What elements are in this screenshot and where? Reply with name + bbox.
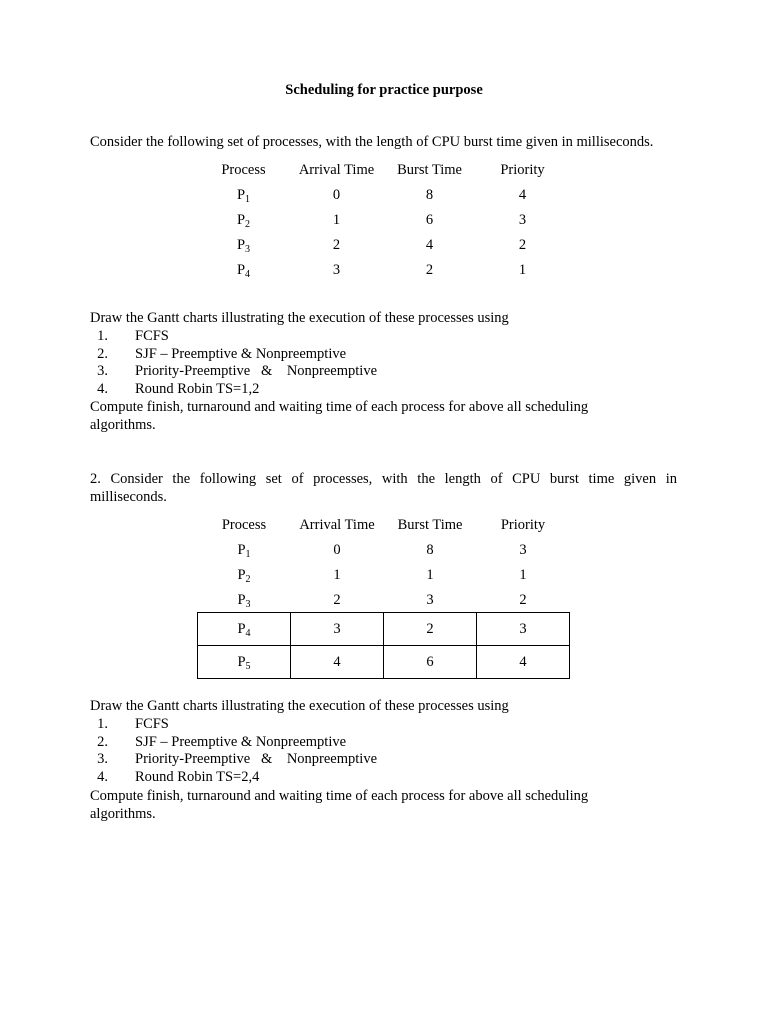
process-name: $P_2$ — [237, 566, 251, 585]
list-item: 1. FCFS — [97, 716, 169, 732]
process-name: $P_4$ — [198, 613, 291, 646]
q1-header-row — [197, 157, 569, 182]
arrival-time: 0 — [332, 186, 341, 203]
arrival-time: 2 — [333, 591, 341, 608]
table-row — [198, 562, 570, 587]
burst-time: 2 — [384, 613, 477, 646]
process-name: $P_5$ — [198, 646, 291, 679]
list-item: 3. Priority-Preemptive & Nonpreemptive — [97, 751, 378, 768]
process-name: $P_2$ — [236, 211, 251, 230]
arrival-time: 3 — [291, 613, 384, 646]
q2-header-burst: Burst Time — [397, 516, 463, 533]
priority: 3 — [519, 541, 527, 558]
table-row — [198, 587, 570, 613]
q2-intro-line1: 2. Consider the following set of processes, with the length of CPU burst time given in — [90, 471, 677, 487]
burst-time: 2 — [425, 261, 434, 278]
table-row — [197, 207, 569, 232]
table-row — [198, 646, 570, 679]
process-name: $P_3$ — [237, 591, 251, 610]
arrival-time: 4 — [291, 646, 384, 679]
list-item: 4. Round Robin TS=2,4 — [97, 769, 260, 786]
burst-time: 4 — [425, 236, 434, 253]
burst-time: 6 — [384, 646, 477, 679]
q1-compute: Compute finish, turnaround and waiting time of each process for above all scheduling algorithms. — [90, 399, 589, 433]
list-item: 3. Priority-Preemptive & Nonpreemptive — [97, 363, 378, 380]
q1-header-priority: Priority — [500, 161, 545, 178]
q2-header-process: Process — [221, 516, 267, 533]
priority: 2 — [519, 591, 527, 608]
table-row — [197, 257, 569, 282]
table-row — [198, 613, 570, 646]
priority: 4 — [477, 646, 570, 679]
priority: 2 — [518, 236, 527, 253]
q1-header-arrival: Arrival Time — [298, 161, 375, 178]
priority: 4 — [518, 186, 527, 203]
arrival-time: 0 — [333, 541, 341, 558]
list-item: 1. FCFS — [97, 328, 169, 344]
process-name: $P_1$ — [236, 186, 251, 205]
list-item: 2. SJF – Preemptive & Nonpreemptive — [97, 345, 347, 362]
q2-header-priority: Priority — [500, 516, 546, 533]
list-item: 4. Round Robin TS=1,2 — [97, 381, 260, 398]
q1-process-table — [197, 157, 569, 282]
arrival-time: 1 — [333, 566, 341, 583]
burst-time: 6 — [425, 211, 434, 228]
arrival-time: 2 — [332, 236, 341, 253]
burst-time: 8 — [425, 186, 434, 203]
process-name: $P_4$ — [236, 261, 251, 280]
q1-header-process: Process — [221, 161, 266, 178]
q1-algorithm-list — [90, 327, 690, 398]
q2-header-row — [198, 512, 570, 537]
q1-header-burst: Burst Time — [397, 161, 462, 178]
table-row — [197, 232, 569, 257]
arrival-time: 3 — [332, 261, 341, 278]
burst-time: 8 — [426, 541, 434, 558]
q2-process-table — [197, 512, 570, 679]
list-item: 2. SJF – Preemptive & Nonpreemptive — [97, 733, 347, 750]
arrival-time: 1 — [332, 211, 341, 228]
priority: 3 — [477, 613, 570, 646]
q1-instruction: Draw the Gantt charts illustrating the execution of these processes using — [90, 310, 509, 326]
q2-algorithm-list — [90, 715, 690, 786]
q2-compute: Compute finish, turnaround and waiting time of each process for above all scheduling algorithms. — [90, 788, 589, 822]
table-row — [198, 537, 570, 562]
table-row — [197, 182, 569, 207]
burst-time: 1 — [426, 566, 434, 583]
priority: 1 — [519, 566, 527, 583]
q2-instruction: Draw the Gantt charts illustrating the execution of these processes using — [90, 698, 509, 714]
q2-intro-line2: milliseconds. — [90, 489, 167, 505]
q1-intro: Consider the following set of processes, with the length of CPU burst time given in milliseconds. — [90, 134, 654, 150]
q2-header-arrival: Arrival Time — [299, 516, 375, 533]
priority: 1 — [518, 261, 527, 278]
burst-time: 3 — [426, 591, 434, 608]
process-name: $P_1$ — [237, 541, 251, 560]
page-title: Scheduling for practice purpose — [285, 82, 483, 98]
process-name: $P_3$ — [236, 236, 251, 255]
priority: 3 — [518, 211, 527, 228]
